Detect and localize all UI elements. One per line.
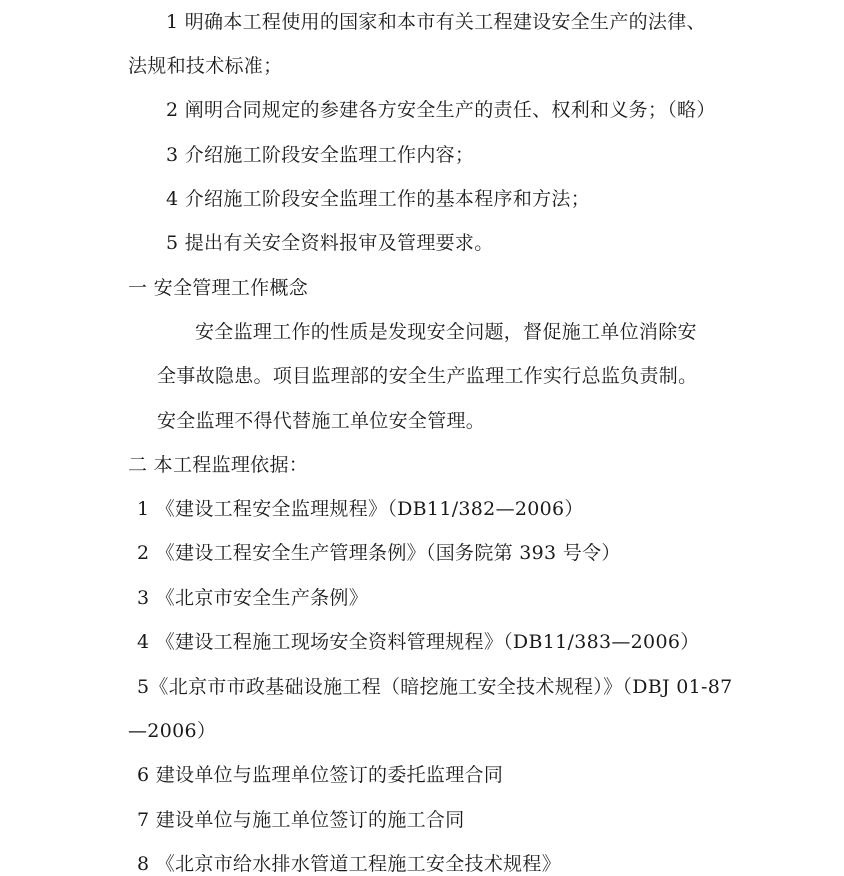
section-1-paragraph-line-1: 安全监理工作的性质是发现安全问题，督促施工单位消除安 [195,321,697,343]
basis-item-5: 5《北京市市政基础设施工程（暗挖施工安全技术规程）》（DBJ 01-87 [137,676,733,698]
basis-item-6: 6 建设单位与监理单位签订的委托监理合同 [137,764,504,786]
intro-item-3: 3 介绍施工阶段安全监理工作内容； [166,144,475,166]
intro-item-4: 4 介绍施工阶段安全监理工作的基本程序和方法； [166,188,591,210]
intro-item-2: 2 阐明合同规定的参建各方安全生产的责任、权利和义务；（略） [166,99,716,121]
basis-item-1: 1 《建设工程安全监理规程》（DB11/382—2006） [137,498,584,520]
basis-item-7: 7 建设单位与施工单位签订的施工合同 [137,809,465,831]
basis-item-5-continued: —2006） [128,720,217,742]
section-1-heading: 一 安全管理工作概念 [128,277,309,299]
intro-item-1: 1 明确本工程使用的国家和本市有关工程建设安全生产的法律、 [166,11,706,33]
section-2-heading: 二 本工程监理依据： [128,454,309,476]
intro-item-5: 5 提出有关安全资料报审及管理要求。 [166,232,494,254]
basis-item-8: 8 《北京市给水排水管道工程施工安全技术规程》 [137,853,562,875]
section-1-paragraph-line-3: 安全监理不得代替施工单位安全管理。 [157,410,486,432]
basis-item-4: 4 《建设工程施工现场安全资料管理规程》（DB11/383—2006） [137,631,700,653]
intro-item-1-continued: 法规和技术标准； [128,55,283,77]
section-1-paragraph-line-2: 全事故隐患。项目监理部的安全生产监理工作实行总监负责制。 [157,365,698,387]
basis-item-3: 3 《北京市安全生产条例》 [137,587,369,609]
basis-item-2: 2 《建设工程安全生产管理条例》（国务院第 393 号令） [137,542,621,564]
